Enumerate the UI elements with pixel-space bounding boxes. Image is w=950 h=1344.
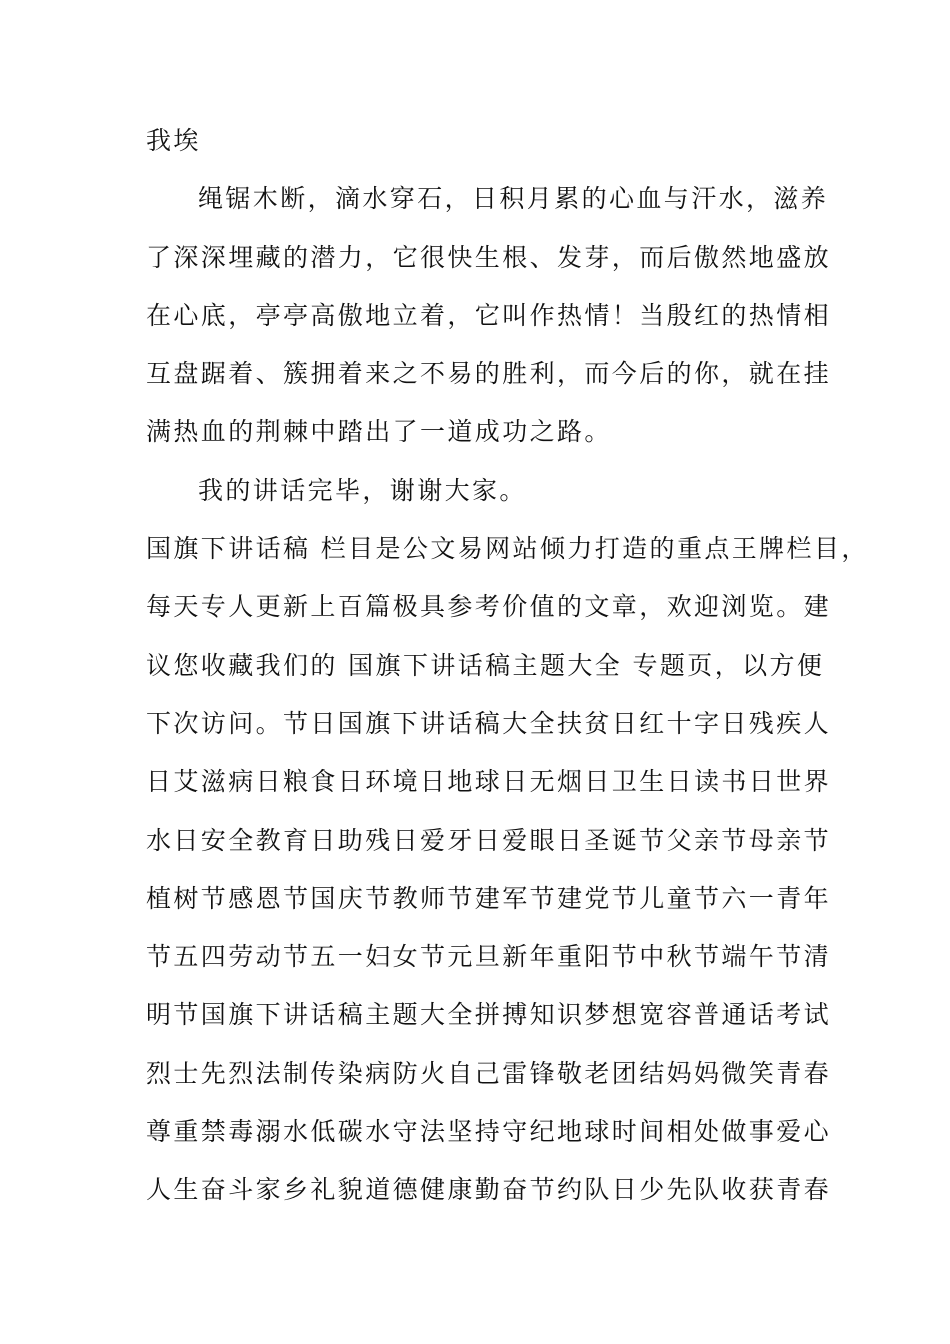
text-line: 了深深埋藏的潜力，它很快生根、发芽，而后傲然地盛放	[146, 242, 832, 272]
text-line: 互盘踞着、簇拥着来之不易的胜利，而今后的你，就在挂	[146, 359, 832, 389]
text-line: 我埃	[146, 126, 201, 155]
text-line: 国旗下讲话稿 栏目是公文易网站倾力打造的重点王牌栏目，	[146, 534, 869, 564]
document-body	[146, 112, 869, 1220]
text-line: 满热血的荆棘中踏出了一道成功之路。	[146, 417, 612, 447]
text-line: 植树节感恩节国庆节教师节建军节建党节儿童节六一青年	[146, 883, 832, 913]
text-line: 在心底，亭亭高傲地立着，它叫作热情！当殷红的热情相	[146, 300, 832, 330]
text-line: 水日安全教育日助残日爱牙日爱眼日圣诞节父亲节母亲节	[146, 825, 832, 855]
text-line: 明节国旗下讲话稿主题大全拼搏知识梦想宽容普通话考试	[146, 1000, 832, 1030]
text-line: 尊重禁毒溺水低碳水守法坚持守纪地球时间相处做事爱心	[146, 1117, 832, 1147]
text-line: 人生奋斗家乡礼貌道德健康勤奋节约队日少先队收获青春	[146, 1175, 832, 1205]
text-line: 烈士先烈法制传染病防火自己雷锋敬老团结妈妈微笑青春	[146, 1058, 832, 1088]
closing-line: 我的讲话完毕，谢谢大家。	[198, 475, 527, 505]
text-line: 议您收藏我们的 国旗下讲话稿主题大全 专题页，以方便	[146, 650, 825, 680]
text-line: 下次访问。节日国旗下讲话稿大全扶贫日红十字日残疾人	[146, 708, 832, 738]
text-line: 每天专人更新上百篇极具参考价值的文章，欢迎浏览。建	[146, 592, 832, 622]
paragraph-first-line: 绳锯木断，滴水穿石，日积月累的心血与汗水，滋养	[198, 184, 829, 214]
text-line: 日艾滋病日粮食日环境日地球日无烟日卫生日读书日世界	[146, 767, 832, 797]
text-line: 节五四劳动节五一妇女节元旦新年重阳节中秋节端午节清	[146, 942, 832, 972]
